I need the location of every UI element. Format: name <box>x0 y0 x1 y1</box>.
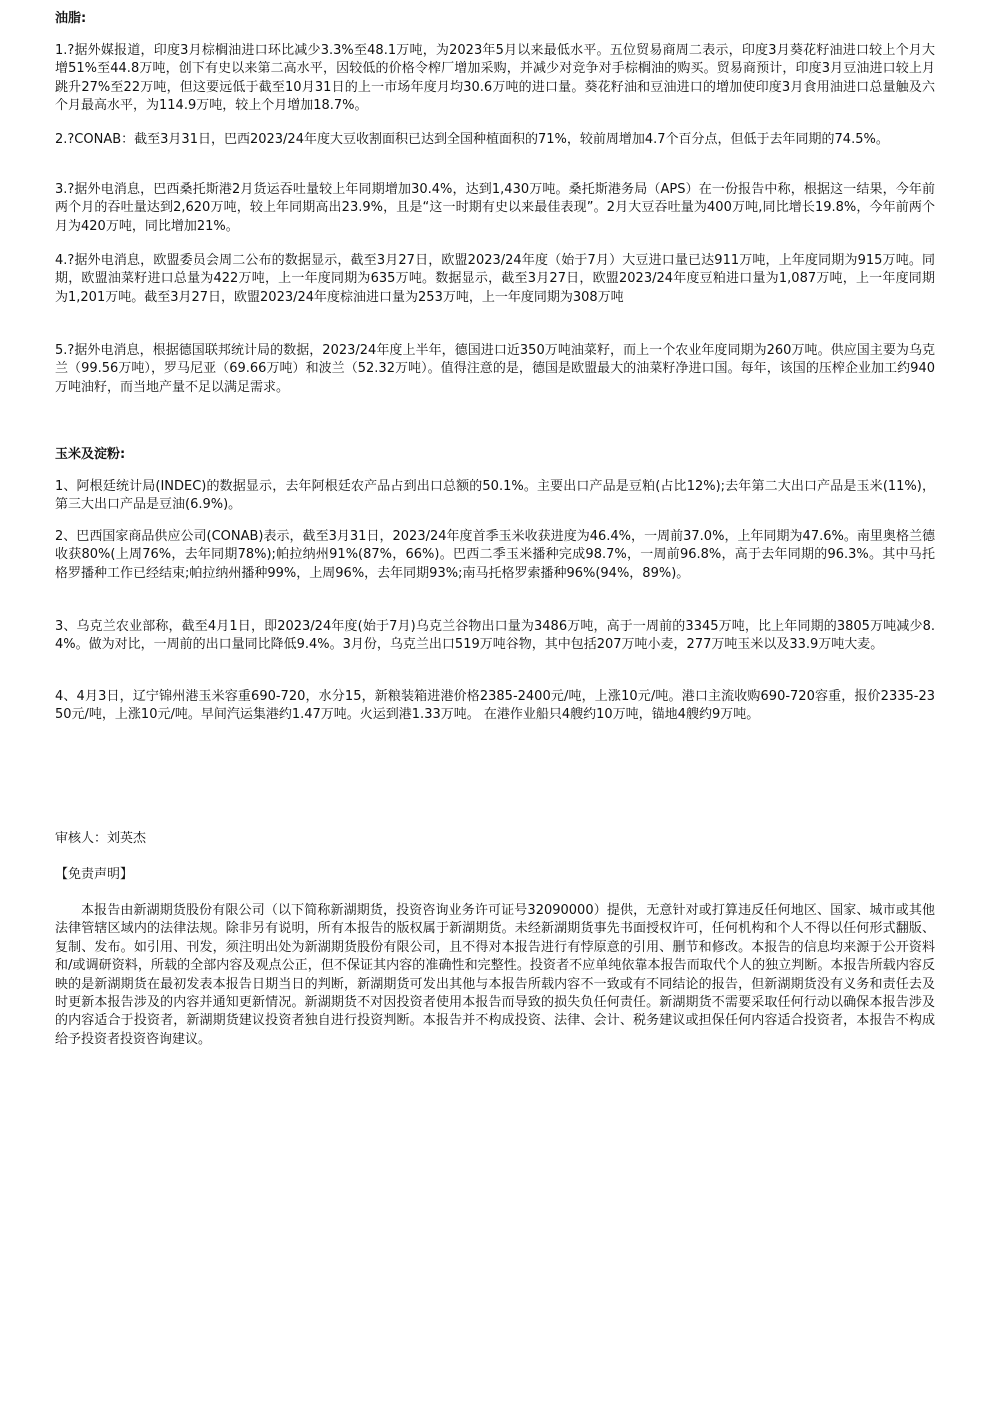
disclaimer-title: 【免责声明】 <box>55 867 134 882</box>
oil-section-title: 油脂: <box>55 11 87 26</box>
corn-item-3: 3、乌克兰农业部称，截至4月1日，即2023/24年度(始于7月)乌克兰谷物出口量为3486万吨，高于一周前的3345万吨，比上年同期的3805万吨减少8.4%。做为对比，一周前的出口量同比降低9.4%。3月份，乌克兰出口519万吨谷物，其中包括207万吨小麦，277万吨玉米以及33.9万吨大麦。 <box>55 619 935 653</box>
oil-item-2: 2.?CONAB：截至3月31日，巴西2023/24年度大豆收割面积已达到全国种植面积的71%，较前周增加4.7个百分点，但低于去年同期的74.5%。 <box>55 132 889 147</box>
corn-item-1: 1、阿根廷统计局(INDEC)的数据显示，去年阿根廷农产品占到出口总额的50.1%。主要出口产品是豆粕(占比12%);去年第二大出口产品是玉米(11%)，第三大出口产品是豆油(6.9%)。 <box>55 479 935 513</box>
reviewer: 审核人：刘英杰 <box>55 831 147 846</box>
oil-item-3: 3.?据外电消息，巴西桑托斯港2月货运吞吐量较上年同期增加30.4%，达到1,430万吨。桑托斯港务局（APS）在一份报告中称，根据这一结果，今年前两个月的吞吐量达到2,620万吨，较上年同期高出23.9%，且是“这一时期有史以来最佳表现”。2月大豆吞吐量为400万吨,同比增长19.8%，今年前两个月为420万吨，同比增加21%。 <box>55 182 935 234</box>
corn-section-title: 玉米及淀粉: <box>55 447 126 462</box>
corn-item-2: 2、巴西国家商品供应公司(CONAB)表示，截至3月31日，2023/24年度首季玉米收获进度为46.4%，一周前37.0%，上年同期为47.6%。南里奥格兰德收获80%(上周76%，去年同期78%);帕拉纳州91%(87%，66%)。巴西二季玉米播种完成98.7%，一周前96.8%，高于去年同期的96.3%。其中马托格罗播种工作已经结束;帕拉纳州播种99%，上周96%，去年同期93%;南马托格罗索播种96%(94%，89%)。 <box>55 529 935 581</box>
oil-item-1: 1.?据外媒报道，印度3月棕榈油进口环比减少3.3%至48.1万吨，为2023年5月以来最低水平。五位贸易商周二表示，印度3月葵花籽油进口较上个月大增51%至44.8万吨，创下有史以来第二高水平，因较低的价格令榨厂增加采购，并减少对竞争对手棕榈油的购买。贸易商预计，印度3月豆油进口较上月跳升27%至22万吨，但这要远低于截至10月31日的上一市场年度月均30.6万吨的进口量。葵花籽油和豆油进口的增加使印度3月食用油进口总量触及六个月最高水平，为114.9万吨，较上个月增加18.7%。 <box>55 43 935 114</box>
oil-item-5: 5.?据外电消息，根据德国联邦统计局的数据，2023/24年度上半年，德国进口近350万吨油菜籽，而上一个农业年度同期为260万吨。供应国主要为乌克兰（99.56万吨），罗马尼亚（69.66万吨）和波兰（52.32万吨）。值得注意的是，德国是欧盟最大的油菜籽净进口国。每年，该国的压榨企业加工约940万吨油籽，而当地产量不足以满足需求。 <box>55 343 935 395</box>
disclaimer-body: 本报告由新湖期货股份有限公司（以下简称新湖期货，投资咨询业务许可证号32090000）提供，无意针对或打算违反任何地区、国家、城市或其他法律管辖区域内的法律法规。除非另有说明，所有本报告的版权属于新湖期货。未经新湖期货事先书面授权许可，任何机构和个人不得以任何形式翻版、复制、发布。如引用、刊发，须注明出处为新湖期货股份有限公司，且不得对本报告进行有悖原意的引用、删节和修改。本报告的信息均来源于公开资料和/或调研资料，所载的全部内容及观点公正，但不保证其内容的准确性和完整性。投资者不应单纯依靠本报告而取代个人的独立判断。本报告所载内容反映的是新湖期货在最初发表本报告日期当日的判断，新湖期货可发出其他与本报告所载内容不一致或有不同结论的报告，但新湖期货没有义务和责任去及时更新本报告涉及的内容并通知更新情况。新湖期货不对因投资者使用本报告而导致的损失负任何责任。新湖期货不需要采取任何行动以确保本报告涉及的内容适合于投资者，新湖期货建议投资者独自进行投资判断。本报告并不构成投资、法律、会计、税务建议或担保任何内容适合投资者，本报告不构成给予投资者投资咨询建议。 <box>55 903 935 1047</box>
corn-item-4: 4、4月3日，辽宁锦州港玉米容重690-720，水分15，新粮装箱进港价格2385-2400元/吨，上涨10元/吨。港口主流收购690-720容重，报价2335-2350元/吨，上涨10元/吨。早间汽运集港约1.47万吨。火运到港1.33万吨。 在港作业船只4艘约10万吨，锚地4艘约9万吨。 <box>55 689 935 723</box>
oil-item-4: 4.?据外电消息，欧盟委员会周二公布的数据显示，截至3月27日，欧盟2023/24年度（始于7月）大豆进口量已达911万吨，上年度同期为915万吨。同期，欧盟油菜籽进口总量为422万吨，上一年度同期为635万吨。数据显示，截至3月27日，欧盟2023/24年度豆粕进口量为1,087万吨，上一年度同期为1,201万吨。截至3月27日，欧盟2023/24年度棕油进口量为253万吨，上一年度同期为308万吨 <box>55 253 935 305</box>
